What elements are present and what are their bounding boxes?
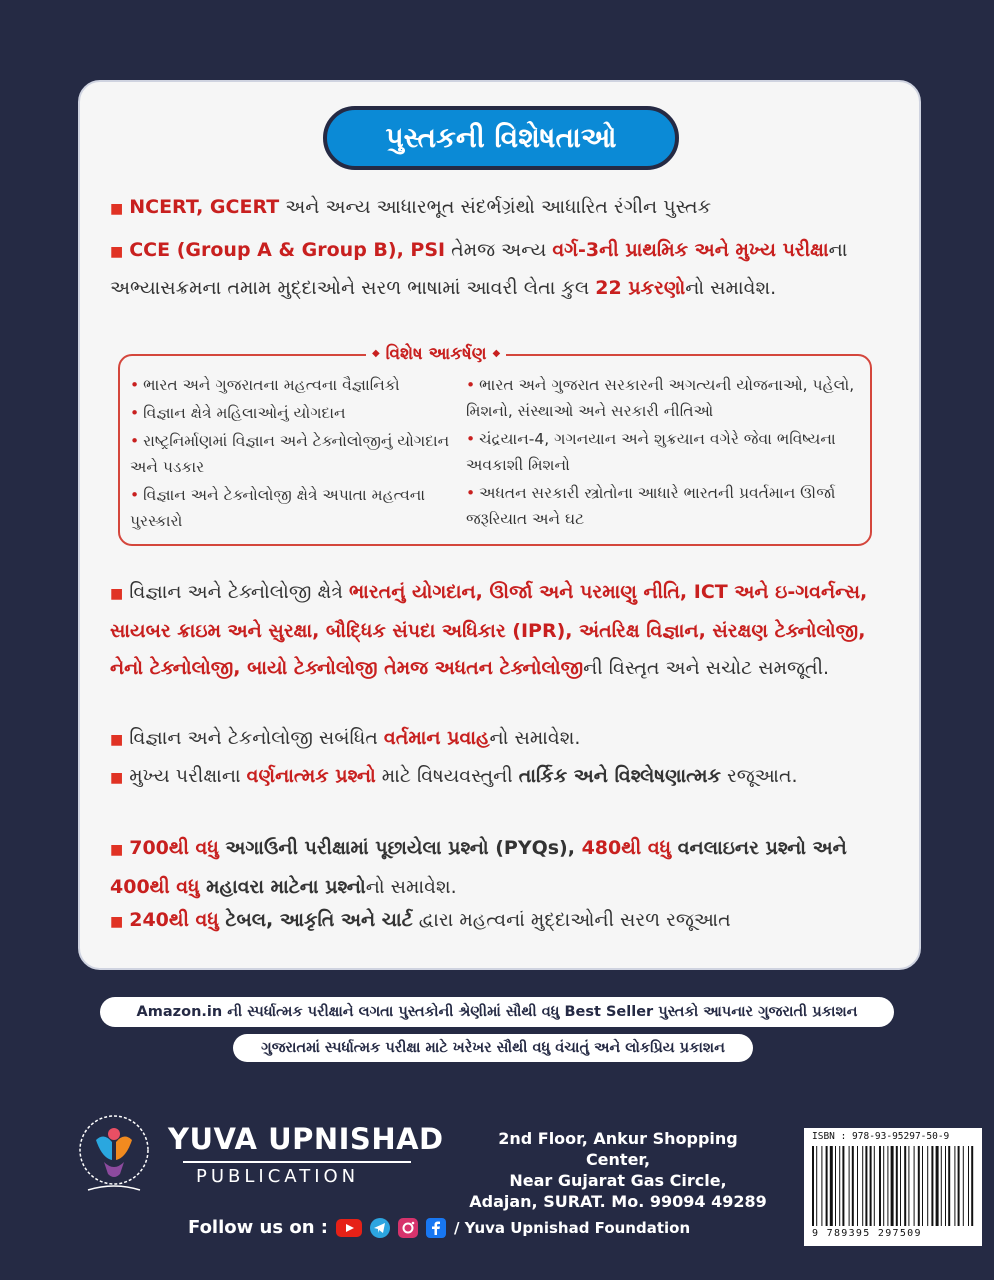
feature-6-text-4: નો સમાવેશ. (365, 876, 457, 898)
barcode-bar (908, 1146, 909, 1226)
feature-2-text-3: અભ્યાસક્રમના તમામ મુદ્દાઓને સરળ ભાષામાં આવરી લેતા કુલ (110, 277, 596, 299)
barcode-bar (958, 1146, 960, 1226)
feature-4-text: વિજ્ઞાન અને ટેકનોલોજી સબંધિત (129, 727, 384, 749)
barcode-bar (835, 1146, 836, 1226)
barcode-bar (839, 1146, 840, 1226)
publisher-address (468, 1128, 768, 1212)
bullet-icon: ■ (110, 914, 124, 930)
feature-1 (110, 192, 895, 224)
feature-4 (110, 720, 895, 759)
bullet-icon: ■ (110, 732, 124, 748)
feature-2 (110, 232, 895, 306)
bullet-icon: ■ (110, 842, 124, 858)
address-line-1: 2nd Floor, Ankur Shopping Center, (498, 1129, 738, 1169)
special-item: • અધતન સરકારી સ્ત્રોતોના આધારે ભારતની પ્રવર્તમાન ઊર્જા જરૂરિયાત અને ઘટ (466, 484, 836, 528)
follow-us (188, 1217, 690, 1238)
barcode-bar (870, 1146, 872, 1226)
barcode-bar (887, 1146, 888, 1226)
special-attraction-box (118, 344, 872, 546)
feature-4-text-end: નો સમાવેશ. (489, 727, 581, 749)
feature-2-text-4: નો સમાવેશ. (685, 277, 777, 299)
feature-3 (110, 574, 895, 687)
barcode-bar (914, 1146, 915, 1226)
publisher-name: YUVA UPNISHAD (168, 1122, 444, 1156)
barcode-bar (968, 1146, 969, 1226)
isbn-barcode (804, 1128, 982, 1246)
feature-6-text-2: વનલાઇનર પ્રશ્નો અને (671, 837, 847, 859)
special-item: • રાષ્ટ્રનિર્માણમાં વિજ્ઞાન અને ટેક્નોલોજીનું યોગદાન અને પડકાર (130, 432, 450, 476)
barcode-bar (830, 1146, 833, 1226)
barcode-bar (857, 1146, 858, 1226)
barcode-bar (922, 1146, 923, 1226)
barcode-bar (896, 1146, 898, 1226)
feature-1-text: અને અન્ય આધારભૂત સંદર્ભગ્રંથો આધારિત રંગીન પુસ્તક (279, 196, 712, 218)
barcode-bar (945, 1146, 946, 1226)
special-item: • ભારત અને ગુજરાત સરકારની અગત્યની યોજનાઓ, પહેલો, મિશનો, સંસ્થાઓ અને સરકારી નીતિઓ (466, 376, 855, 420)
barcode-bar (883, 1146, 884, 1226)
barcode-bar (941, 1146, 942, 1226)
publisher-subtitle: PUBLICATION (196, 1166, 360, 1187)
special-item: • ભારત અને ગુજરાતના મહત્વના વૈજ્ઞાનિકો (130, 376, 400, 394)
feature-7 (110, 902, 895, 941)
barcode-bar (816, 1146, 817, 1226)
barcode-bar (879, 1146, 881, 1226)
feature-6 (110, 830, 895, 906)
address-line-2: Near Gujarat Gas Circle, (509, 1171, 727, 1190)
feature-6-highlight-1: 700થી વધુ (129, 837, 219, 859)
feature-6-highlight-3: 400થી વધુ (110, 876, 200, 898)
feature-2-text-2: ના (828, 239, 848, 261)
barcode-bars (812, 1146, 974, 1226)
feature-6-highlight-2: 480થી વધુ (581, 837, 672, 859)
feature-7-text: દ્વારા મહત્વનાં મુદ્દાઓની સરળ રજૂઆત (412, 909, 731, 931)
youtube-icon[interactable] (336, 1219, 362, 1237)
barcode-digits: 9 789395 297509 (812, 1228, 922, 1239)
barcode-bar (826, 1146, 828, 1226)
feature-3-text: વિજ્ઞાન અને ટેક્નોલોજી ક્ષેત્રે (129, 581, 349, 603)
barcode-bar (812, 1146, 814, 1226)
feature-5-text-end: રજૂઆત. (720, 765, 798, 787)
barcode-bar (904, 1146, 906, 1226)
bullet-icon: ■ (110, 244, 124, 260)
popular-banner: ગુજરાતમાં સ્પર્ધાત્મક પરીક્ષા માટે ખરેખર સૌથી વધુ વંચાતું અને લોકપ્રિય પ્રકાશન (233, 1034, 753, 1062)
barcode-bar (862, 1146, 863, 1226)
barcode-bar (918, 1146, 920, 1226)
feature-1-highlight: NCERT, GCERT (129, 196, 280, 218)
publisher-logo-icon (74, 1110, 154, 1200)
barcode-bar (936, 1146, 939, 1226)
feature-3-text-end: ની વિસ્તૃત અને સચોટ સમજૂતી. (583, 657, 830, 679)
barcode-bar (931, 1146, 933, 1226)
special-item: • વિજ્ઞાન અને ટેક્નોલોજી ક્ષેત્રે અપાતા મહત્વના પુરસ્કારો (130, 486, 426, 530)
telegram-icon[interactable] (370, 1218, 390, 1238)
special-item: • વિજ્ઞાન ક્ષેત્રે મહિલાઓનું યોગદાન (130, 404, 346, 422)
feature-2-highlight-2: વર્ગ-3ની પ્રાથમિક અને મુખ્ય પરીક્ષા (552, 239, 829, 261)
feature-6-text-1: અગાઉની પરીક્ષામાં પૂછાયેલા પ્રશ્નો (PYQs), (218, 837, 582, 859)
barcode-bar (971, 1146, 973, 1226)
feature-5-highlight: વર્ણનાત્મક પ્રશ્નો (246, 765, 376, 787)
feature-7-bold: ટેબલ, આકૃતિ અને ચાર્ટ (218, 909, 413, 931)
feature-5-text: મુખ્ય પરીક્ષાના (129, 765, 247, 787)
barcode-bar (891, 1146, 894, 1226)
feature-5-bold: તાર્કિક અને વિશ્લેષણાત્મક (518, 765, 721, 787)
barcode-bar (963, 1146, 964, 1226)
barcode-bar (948, 1146, 950, 1226)
barcode-bar (900, 1146, 901, 1226)
feature-2-highlight-1: CCE (Group A & Group B), PSI (129, 239, 446, 261)
special-attraction-title: ◆ વિશેષ આકર્ષણ ◆ (366, 342, 506, 366)
barcode-bar (927, 1146, 928, 1226)
barcode-bar (954, 1146, 955, 1226)
barcode-bar (821, 1146, 822, 1226)
special-item: • ચંદ્રયાન-4, ગગનયાન અને શુક્રયાન વગેરે જેવા ભવિષ્યના અવકાશી મિશનો (466, 430, 836, 474)
barcode-bar (842, 1146, 844, 1226)
isbn-text: ISBN : 978-93-95297-50-9 (812, 1131, 950, 1142)
feature-2-text-1: તેમજ અન્ય (445, 239, 553, 261)
feature-5 (110, 758, 895, 797)
barcode-bar (874, 1146, 875, 1226)
feature-3-highlight: ભારતનું યોગદાન, ઊર્જા અને પરમાણુ નીતિ, ICT અને ઇ-ગવર્નન્સ, સાયબર ક્રાઇમ અને સુરક્ષા, બૌદ્ધિક સંપદા અધિકાર (IPR), અંતરિક્ષ વિજ્ઞાન, સંરક્ષણ ટેક્નોલોજી, નેનો ટેક્નોલોજી, બાયો ટેક્નોલોજી તેમજ અધતન ટેક્નોલોજી (110, 581, 868, 679)
special-right-column (466, 372, 861, 534)
barcode-bar (865, 1146, 867, 1226)
barcode-bar (849, 1146, 850, 1226)
feature-6-text-3: મહાવરા માટેના પ્રશ્નો (199, 876, 366, 898)
social-handle: / Yuva Upnishad Foundation (453, 1218, 691, 1237)
facebook-icon[interactable] (426, 1218, 446, 1238)
bestseller-banner: Amazon.in ની સ્પર્ધાત્મક પરીક્ષાને લગતા પુસ્તકોની શ્રેણીમાં સૌથી વધુ Best Seller પુસ્તકો આપનાર ગુજરાતી પ્રકાશન (100, 997, 894, 1027)
publisher-divider (183, 1161, 411, 1163)
address-line-3: Adajan, SURAT. Mo. 99094 49289 (469, 1192, 767, 1211)
follow-label: Follow us on : (188, 1217, 328, 1238)
feature-4-highlight: વર્તમાન પ્રવાહ (383, 727, 490, 749)
feature-5-text-mid: માટે વિષયવસ્તુની (375, 765, 519, 787)
feature-7-highlight: 240થી વધુ (129, 909, 219, 931)
feature-2-highlight-3: 22 પ્રકરણો (595, 277, 686, 299)
barcode-bar (852, 1146, 854, 1226)
bullet-icon: ■ (110, 586, 124, 602)
special-left-column (130, 372, 460, 536)
features-card (78, 80, 921, 970)
instagram-icon[interactable] (398, 1218, 418, 1238)
bullet-icon: ■ (110, 770, 124, 786)
features-title: પુસ્તકની વિશેષતાઓ (323, 106, 679, 170)
bullet-icon: ■ (110, 201, 124, 217)
